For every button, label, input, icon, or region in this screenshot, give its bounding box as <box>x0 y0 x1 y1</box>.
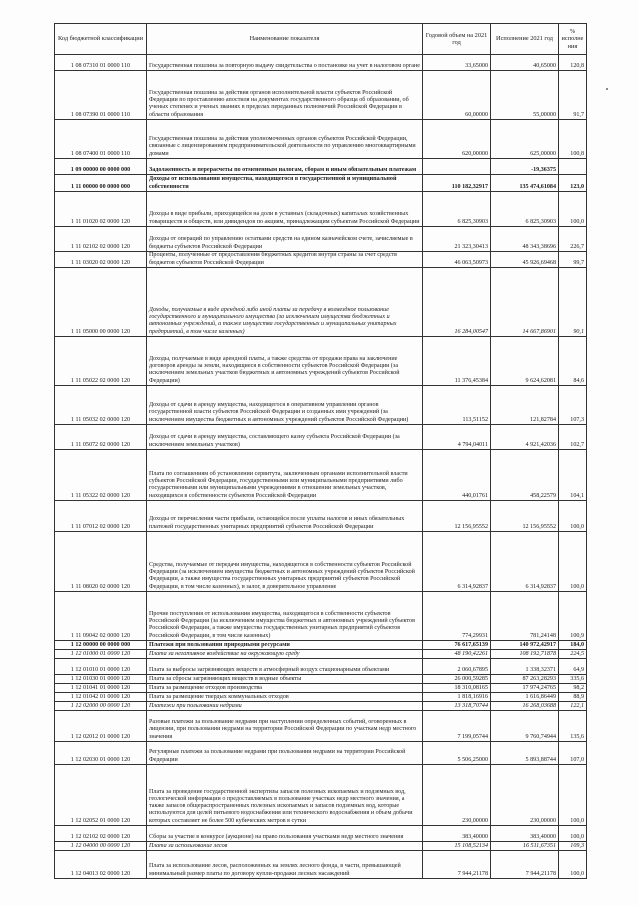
row-exec: 40,65000 <box>491 55 559 71</box>
row-exec: 6 825,30903 <box>491 192 559 227</box>
row-plan: 15 108,52134 <box>423 842 491 851</box>
table-row <box>55 337 587 386</box>
row-code: 1 12 01041 01 0000 120 <box>55 684 147 693</box>
row-name: Сборы за участие в конкурсе (аукционе) на право пользования участками недр местного значения <box>147 826 423 842</box>
table-row <box>55 765 587 826</box>
row-exec: 45 926,69468 <box>491 252 559 268</box>
row-pct: 335,6 <box>559 675 587 684</box>
row-plan: 46 063,50973 <box>423 252 491 268</box>
table-row <box>55 592 587 641</box>
row-code: 1 12 01042 01 0000 120 <box>55 693 147 702</box>
row-pct <box>559 159 587 175</box>
row-exec: 135 474,61084 <box>491 175 559 192</box>
table-row <box>55 71 587 120</box>
row-code: 1 12 02012 01 0000 120 <box>55 711 147 742</box>
table-row <box>55 425 587 450</box>
scan-speck <box>606 88 608 90</box>
row-plan: 2 060,67895 <box>423 659 491 675</box>
row-pct: 184,0 <box>559 641 587 650</box>
row-name: Доходы от перечисления части прибыли, остающейся после уплаты налогов и иных обязательных платежей государственных унитарных предприятий субъектов Российской Федерации <box>147 501 423 532</box>
header-code: Код бюджетной классификации <box>55 24 147 55</box>
row-plan: 11 376,45384 <box>423 337 491 386</box>
row-plan: 26 000,59285 <box>423 675 491 684</box>
row-pct: 100,0 <box>559 851 587 879</box>
row-code: 1 11 05322 02 0000 120 <box>55 450 147 501</box>
header-name: Наименование показателя <box>147 24 423 55</box>
table-row <box>55 192 587 227</box>
row-pct: 88,9 <box>559 693 587 702</box>
table-row <box>55 268 587 337</box>
row-pct: 102,7 <box>559 425 587 450</box>
row-code: 1 12 02102 02 0000 120 <box>55 826 147 842</box>
row-name: Государственная пошлина за действия уполномоченных органов субъектов Российской Федерации, связанные с лицензированием предпринимательской деятельности по управлению многоквартирными домами <box>147 120 423 159</box>
table-row <box>55 641 587 650</box>
row-code: 1 08 07400 01 0000 110 <box>55 120 147 159</box>
row-code: 1 11 08020 02 0000 120 <box>55 532 147 592</box>
row-pct: 100,8 <box>559 120 587 159</box>
header-pct: % исполне ния <box>559 24 587 55</box>
row-code: 1 12 04000 00 0000 120 <box>55 842 147 851</box>
row-pct: 100,0 <box>559 532 587 592</box>
row-name: Прочие поступления от использования имущества, находящегося в собственности субъектов Российской Федерации (за исключением имущества бюджетных и автономных учреждений субъектов Российской Федерации, а также имущества государственных унитарных предприятий субъектов Российской Федерации, в том числе казенных) <box>147 592 423 641</box>
row-name: Платежи при пользовании природными ресурсами <box>147 641 423 650</box>
row-name: Плата за размещение твердых коммунальных отходов <box>147 693 423 702</box>
row-exec: 140 972,42917 <box>491 641 559 650</box>
table-row <box>55 532 587 592</box>
row-name: Регулярные платежи за пользование недрами при пользовании недрами на территории Российской Федерации <box>147 742 423 765</box>
row-code: 1 12 04013 02 0000 120 <box>55 851 147 879</box>
row-pct: 100,0 <box>559 501 587 532</box>
row-exec: 1 616,86449 <box>491 693 559 702</box>
row-code: 1 11 09042 02 0000 120 <box>55 592 147 641</box>
row-name: Плата за использование лесов, расположенных на землях лесного фонда, в части, превышающей минимальный размер платы по договору купли-продажи лесных насаждений <box>147 851 423 879</box>
row-pct: 224,5 <box>559 650 587 659</box>
row-pct: 104,1 <box>559 450 587 501</box>
row-code: 1 08 07390 01 0000 110 <box>55 71 147 120</box>
table-header-row <box>55 24 587 55</box>
row-plan: 5 506,25000 <box>423 742 491 765</box>
header-exec: Исполнение 2021 год <box>491 24 559 55</box>
row-code: 1 11 05022 02 0000 120 <box>55 337 147 386</box>
row-name: Плата за выбросы загрязняющих веществ в атмосферный воздух стационарными объектами <box>147 659 423 675</box>
row-exec: 16 511,67351 <box>491 842 559 851</box>
row-plan: 110 182,32917 <box>423 175 491 192</box>
row-exec: 383,40000 <box>491 826 559 842</box>
row-plan: 383,40000 <box>423 826 491 842</box>
row-plan: 440,01761 <box>423 450 491 501</box>
row-name: Доходы, получаемые в виде арендной платы, а также средства от продажи права на заключение договоров аренды за земли, находящиеся в собственности субъектов Российской Федерации (за исключением земельных участков бюджетных и автономных учреждений субъектов Российской Федерации) <box>147 337 423 386</box>
row-exec: 6 314,92837 <box>491 532 559 592</box>
row-name: Плата за сбросы загрязняющих веществ в водные объекты <box>147 675 423 684</box>
row-name: Проценты, полученные от предоставления бюджетных кредитов внутри страны за счет средств бюджетов субъектов Российской Федерации <box>147 252 423 268</box>
row-pct: 226,7 <box>559 227 587 252</box>
row-exec: 4 921,42036 <box>491 425 559 450</box>
row-exec: 108 192,71878 <box>491 650 559 659</box>
row-name: Государственная пошлина за действия органов исполнительной власти субъектов Российской Федерации по проставлению апостиля на документах государственного образца об образовании, об ученых степенях и ученых званиях в пределах переданных полномочий Российской Федерации в области образования <box>147 71 423 120</box>
row-exec: 625,00000 <box>491 120 559 159</box>
row-plan: 12 156,95552 <box>423 501 491 532</box>
row-exec: 5 893,88744 <box>491 742 559 765</box>
row-pct: 120,8 <box>559 55 587 71</box>
row-name: Плата за негативное воздействие на окружающую среду <box>147 650 423 659</box>
row-name: Плата по соглашениям об установлении сервитута, заключенным органами исполнительной власти субъектов Российской Федерации, государственными или муниципальными предприятиями либо государственными или муниципальными учреждениями в отношении земельных участков, находящихся в собственности субъектов Российской Федерации <box>147 450 423 501</box>
row-code: 1 12 02030 01 0000 120 <box>55 742 147 765</box>
table-row <box>55 501 587 532</box>
row-plan: 6 825,30903 <box>423 192 491 227</box>
row-plan: 7 944,21178 <box>423 851 491 879</box>
row-code: 1 11 07012 02 0000 120 <box>55 501 147 532</box>
table-row <box>55 851 587 879</box>
row-pct: 107,0 <box>559 742 587 765</box>
row-code: 1 12 02052 01 0000 120 <box>55 765 147 826</box>
row-name: Задолженность и перерасчеты по отмененным налогам, сборам и иным обязательным платежам <box>147 159 423 175</box>
row-exec: 230,00000 <box>491 765 559 826</box>
row-code: 1 11 05000 00 0000 120 <box>55 268 147 337</box>
row-exec: 12 156,95552 <box>491 501 559 532</box>
row-name: Государственная пошлина за повторную выдачу свидетельства о постановке на учет в налоговом органе <box>147 55 423 71</box>
row-pct: 91,7 <box>559 71 587 120</box>
row-exec: 458,22579 <box>491 450 559 501</box>
table-row <box>55 702 587 711</box>
row-plan: 7 199,05744 <box>423 711 491 742</box>
row-pct: 90,1 <box>559 268 587 337</box>
row-plan: 18 310,08165 <box>423 684 491 693</box>
row-pct: 100,0 <box>559 826 587 842</box>
table-row <box>55 120 587 159</box>
row-plan: 230,00000 <box>423 765 491 826</box>
row-exec: 1 338,32371 <box>491 659 559 675</box>
row-pct: 122,1 <box>559 702 587 711</box>
row-exec: 16 268,03688 <box>491 702 559 711</box>
row-name: Доходы от сдачи в аренду имущества, находящегося в оперативном управлении органов государственной власти субъектов Российской Федерации и созданных ими учреждений (за исключением имущества бюджетных и автономных учреждений субъектов Российской Федерации) <box>147 386 423 425</box>
row-pct: 109,3 <box>559 842 587 851</box>
row-pct: 99,7 <box>559 252 587 268</box>
table-row <box>55 842 587 851</box>
table-row <box>55 386 587 425</box>
row-pct: 107,3 <box>559 386 587 425</box>
table-row <box>55 252 587 268</box>
table-row <box>55 826 587 842</box>
row-name: Доходы, получаемые в виде арендной либо иной платы за передачу в возмездное пользование государственного и муниципального имущества (за исключением имущества бюджетных и автономных учреждений, а также имущества государственных и муниципальных унитарных предприятий, в том числе казенных) <box>147 268 423 337</box>
row-exec: 87 263,28293 <box>491 675 559 684</box>
row-name: Плата за использование лесов <box>147 842 423 851</box>
row-pct: 84,6 <box>559 337 587 386</box>
row-exec: 781,24148 <box>491 592 559 641</box>
row-pct: 135,6 <box>559 711 587 742</box>
row-exec: 14 667,86901 <box>491 268 559 337</box>
row-exec: 48 343,38696 <box>491 227 559 252</box>
row-plan: 1 818,16916 <box>423 693 491 702</box>
row-code: 1 08 07310 01 0000 110 <box>55 55 147 71</box>
budget-table <box>54 23 587 879</box>
row-pct: 98,2 <box>559 684 587 693</box>
table-row <box>55 159 587 175</box>
row-plan: 48 190,42261 <box>423 650 491 659</box>
row-plan <box>423 159 491 175</box>
row-exec: 55,00000 <box>491 71 559 120</box>
row-plan: 4 794,04011 <box>423 425 491 450</box>
row-code: 1 11 03020 02 0000 120 <box>55 252 147 268</box>
row-name: Доходы от сдачи в аренду имущества, составляющего казну субъекта Российской Федерации (за исключением земельных участков) <box>147 425 423 450</box>
table-row <box>55 650 587 659</box>
row-code: 1 11 00000 00 0000 000 <box>55 175 147 192</box>
row-code: 1 12 02000 00 0000 120 <box>55 702 147 711</box>
table-row <box>55 450 587 501</box>
table-row <box>55 693 587 702</box>
row-code: 1 12 01030 01 0000 120 <box>55 675 147 684</box>
table-row <box>55 227 587 252</box>
header-plan: Годовой объем на 2021 год <box>423 24 491 55</box>
row-name: Доходы в виде прибыли, приходящейся на доли в уставных (складочных) капиталах хозяйственных товариществ и обществ, или дивидендов по акциям, принадлежащим субъектам Российской Федерации <box>147 192 423 227</box>
row-code: 1 11 01020 02 0000 120 <box>55 192 147 227</box>
row-code: 1 11 05032 02 0000 120 <box>55 386 147 425</box>
row-name: Плата за проведение государственной экспертизы запасов полезных ископаемых и подземных вод, геологической информации о предоставляемых в пользование участках недр местного значения, а также запасов общераспространенных полезных ископаемых и запасов подземных вод, которые используются для целей питьевого водоснабжения или технического водоснабжения и объем добычи которых составляет не более 500 кубических метров в сутки <box>147 765 423 826</box>
row-plan: 16 284,00547 <box>423 268 491 337</box>
row-pct: 100,9 <box>559 592 587 641</box>
row-plan: 76 617,65139 <box>423 641 491 650</box>
row-pct: 64,9 <box>559 659 587 675</box>
table-row <box>55 659 587 675</box>
row-code: 1 12 00000 00 0000 000 <box>55 641 147 650</box>
table-row <box>55 675 587 684</box>
row-plan: 21 323,30413 <box>423 227 491 252</box>
row-name: Разовые платежи за пользование недрами при наступлении определенных событий, оговоренных в лицензии, при пользовании недрами на территории Российской Федерации по участкам недр местного значения <box>147 711 423 742</box>
row-plan: 13 318,70744 <box>423 702 491 711</box>
row-name: Средства, получаемые от передачи имущества, находящегося в собственности субъектов Российской Федерации (за исключением имущества бюджетных и автономных учреждений субъектов Российской Федерации, а также имущества государственных унитарных предприятий субъектов Российской Федерации, в том числе казенных), в залог, в доверительное управление <box>147 532 423 592</box>
row-exec: 7 944,21178 <box>491 851 559 879</box>
table-row <box>55 175 587 192</box>
row-name: Платежи при пользовании недрами <box>147 702 423 711</box>
row-code: 1 09 00000 00 0000 000 <box>55 159 147 175</box>
row-name: Плата за размещение отходов производства <box>147 684 423 693</box>
row-code: 1 11 02102 02 0000 120 <box>55 227 147 252</box>
row-plan: 774,29931 <box>423 592 491 641</box>
row-plan: 113,51152 <box>423 386 491 425</box>
row-exec: 9 760,74944 <box>491 711 559 742</box>
row-exec: 9 624,62081 <box>491 337 559 386</box>
row-pct: 123,0 <box>559 175 587 192</box>
table-row <box>55 711 587 742</box>
row-exec: 121,82784 <box>491 386 559 425</box>
table-body <box>55 55 587 879</box>
row-exec: 17 974,24765 <box>491 684 559 693</box>
row-code: 1 11 05072 02 0000 120 <box>55 425 147 450</box>
table-row <box>55 684 587 693</box>
row-name: Доходы от использования имущества, находящегося в государственной и муниципальной собственности <box>147 175 423 192</box>
row-pct: 100,0 <box>559 765 587 826</box>
row-pct: 100,0 <box>559 192 587 227</box>
table-row <box>55 55 587 71</box>
row-plan: 620,00000 <box>423 120 491 159</box>
row-name: Доходы от операций по управлению остатками средств на едином казначейском счете, зачисляемые в бюджеты субъектов Российской Федерации <box>147 227 423 252</box>
row-plan: 33,65000 <box>423 55 491 71</box>
row-code: 1 12 01000 01 0000 120 <box>55 650 147 659</box>
table-row <box>55 742 587 765</box>
row-plan: 6 314,92837 <box>423 532 491 592</box>
row-plan: 60,00000 <box>423 71 491 120</box>
row-code: 1 12 01010 01 0000 120 <box>55 659 147 675</box>
row-exec: -19,36375 <box>491 159 559 175</box>
